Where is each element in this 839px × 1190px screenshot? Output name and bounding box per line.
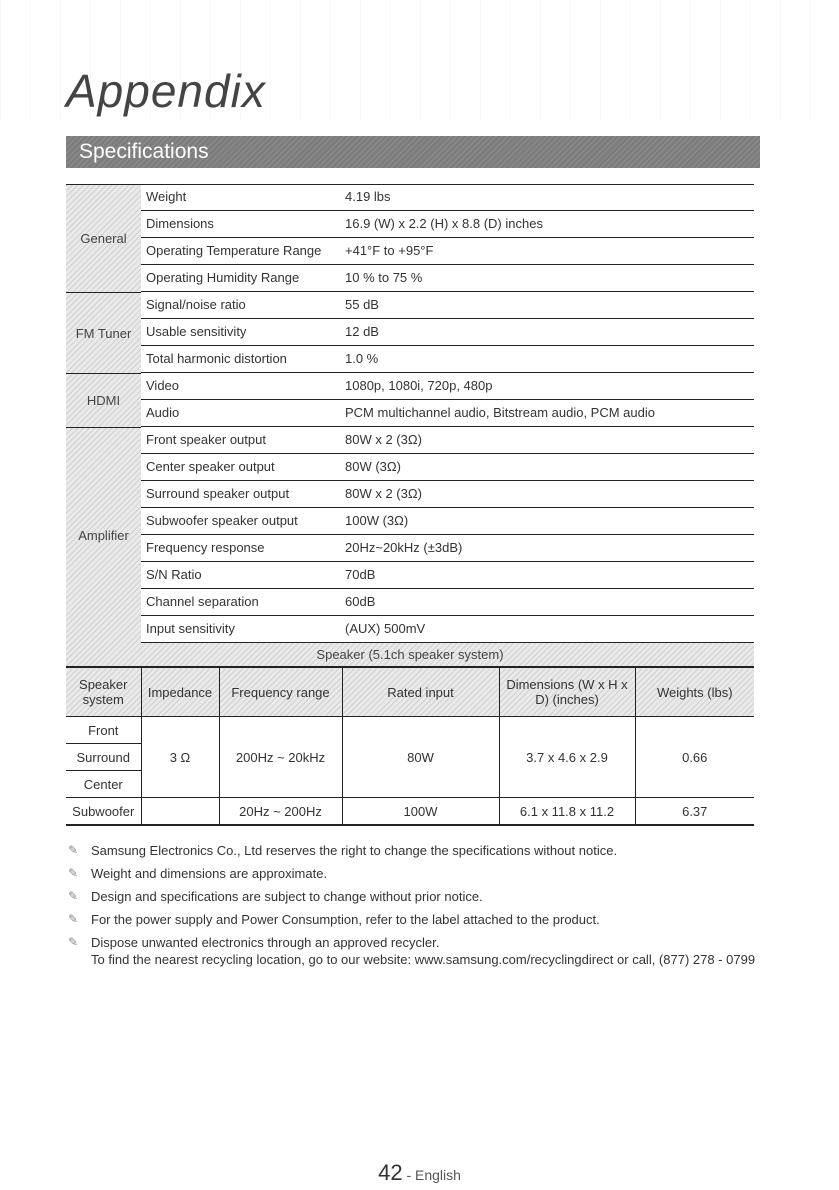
weight-cell-sub: 6.37 [635,798,754,826]
table-row [66,798,754,826]
spec-row: Center speaker output 80W (3Ω) [141,454,754,481]
section-banner [66,136,760,168]
speaker-front: Front [66,717,141,744]
spec-row: Signal/noise ratio 55 dB [141,292,754,319]
page-language: - English [402,1167,461,1183]
note-item: ✎ For the power supply and Power Consumption, refer to the label attached to the product. [68,912,600,927]
page-footer [0,1160,839,1186]
note-pencil-icon: ✎ [68,889,79,903]
spec-row: Operating Temperature Range +41°F to +95°F [141,238,754,265]
page-number: 42 [378,1160,403,1185]
note-pencil-icon: ✎ [68,912,79,926]
table-row [66,717,754,744]
spec-row: Surround speaker output 80W x 2 (3Ω) [141,481,754,508]
category-hdmi: HDMI [66,373,141,427]
col-header-frequency-range: Frequency range [219,668,342,717]
col-header-weights: Weights (lbs) [635,668,754,717]
spec-row: Weight 4.19 lbs [141,184,754,211]
spec-row: Channel separation 60dB [141,589,754,616]
dimensions-cell: 3.7 x 4.6 x 2.9 [499,717,635,798]
impedance-cell: 3 Ω [141,717,219,798]
weight-cell: 0.66 [635,717,754,798]
spec-row: Input sensitivity (AUX) 500mV [141,616,754,643]
col-header-dimensions: Dimensions (W x H x D) (inches) [499,668,635,717]
spec-row: Subwoofer speaker output 100W (3Ω) [141,508,754,535]
rated-input-cell-sub: 100W [342,798,499,826]
category-fm-tuner: FM Tuner [66,292,141,373]
section-title: Specifications [79,140,209,163]
page-title: Appendix [66,65,266,117]
spec-row: Audio PCM multichannel audio, Bitstream audio, PCM audio [141,400,754,427]
spec-row: Total harmonic distortion 1.0 % [141,346,754,373]
frequency-cell-sub: 20Hz ~ 200Hz [219,798,342,826]
note-pencil-icon: ✎ [68,935,79,949]
col-header-speaker-system: Speaker system [66,668,141,717]
spec-row: Usable sensitivity 12 dB [141,319,754,346]
note-item: ✎ Dispose unwanted electronics through an approved recycler. To find the nearest recycling location, go to our website: www.samsung.com/recyclingdirect or call, (877) 278 - 0799 [68,935,756,967]
dimensions-cell-sub: 6.1 x 11.8 x 11.2 [499,798,635,826]
spec-row: Dimensions 16.9 (W) x 2.2 (H) x 8.8 (D) inches [141,211,754,238]
note-item: ✎ Samsung Electronics Co., Ltd reserves the right to change the specifications without notice. [68,843,618,858]
note-pencil-icon: ✎ [68,866,79,880]
speaker-center: Center [66,771,141,798]
speaker-table-title: Speaker (5.1ch speaker system) [66,643,754,667]
spec-row: Video 1080p, 1080i, 720p, 480p [141,373,754,400]
note-item: ✎ Weight and dimensions are approximate. [68,866,328,881]
category-amplifier: Amplifier [66,427,141,643]
speaker-surround: Surround [66,744,141,771]
rated-input-cell: 80W [342,717,499,798]
notes-list [66,842,756,974]
note-pencil-icon: ✎ [68,843,79,857]
impedance-cell-sub [141,798,219,826]
note-item: ✎ Design and specifications are subject to change without prior notice. [68,889,483,904]
category-general: General [66,184,141,292]
frequency-cell: 200Hz ~ 20kHz [219,717,342,798]
speaker-table [66,667,754,826]
spec-row: Operating Humidity Range 10 % to 75 % [141,265,754,292]
col-header-rated-input: Rated input [342,668,499,717]
speaker-subwoofer: Subwoofer [66,798,141,826]
spec-row: Front speaker output 80W x 2 (3Ω) [141,427,754,454]
spec-row: S/N Ratio 70dB [141,562,754,589]
col-header-impedance: Impedance [141,668,219,717]
note-recycling-info: To find the nearest recycling location, go to our website: www.samsung.com/recyclingdirect or call, (877) 278 - 0799 [91,952,756,967]
spec-row: Frequency response 20Hz~20kHz (±3dB) [141,535,754,562]
